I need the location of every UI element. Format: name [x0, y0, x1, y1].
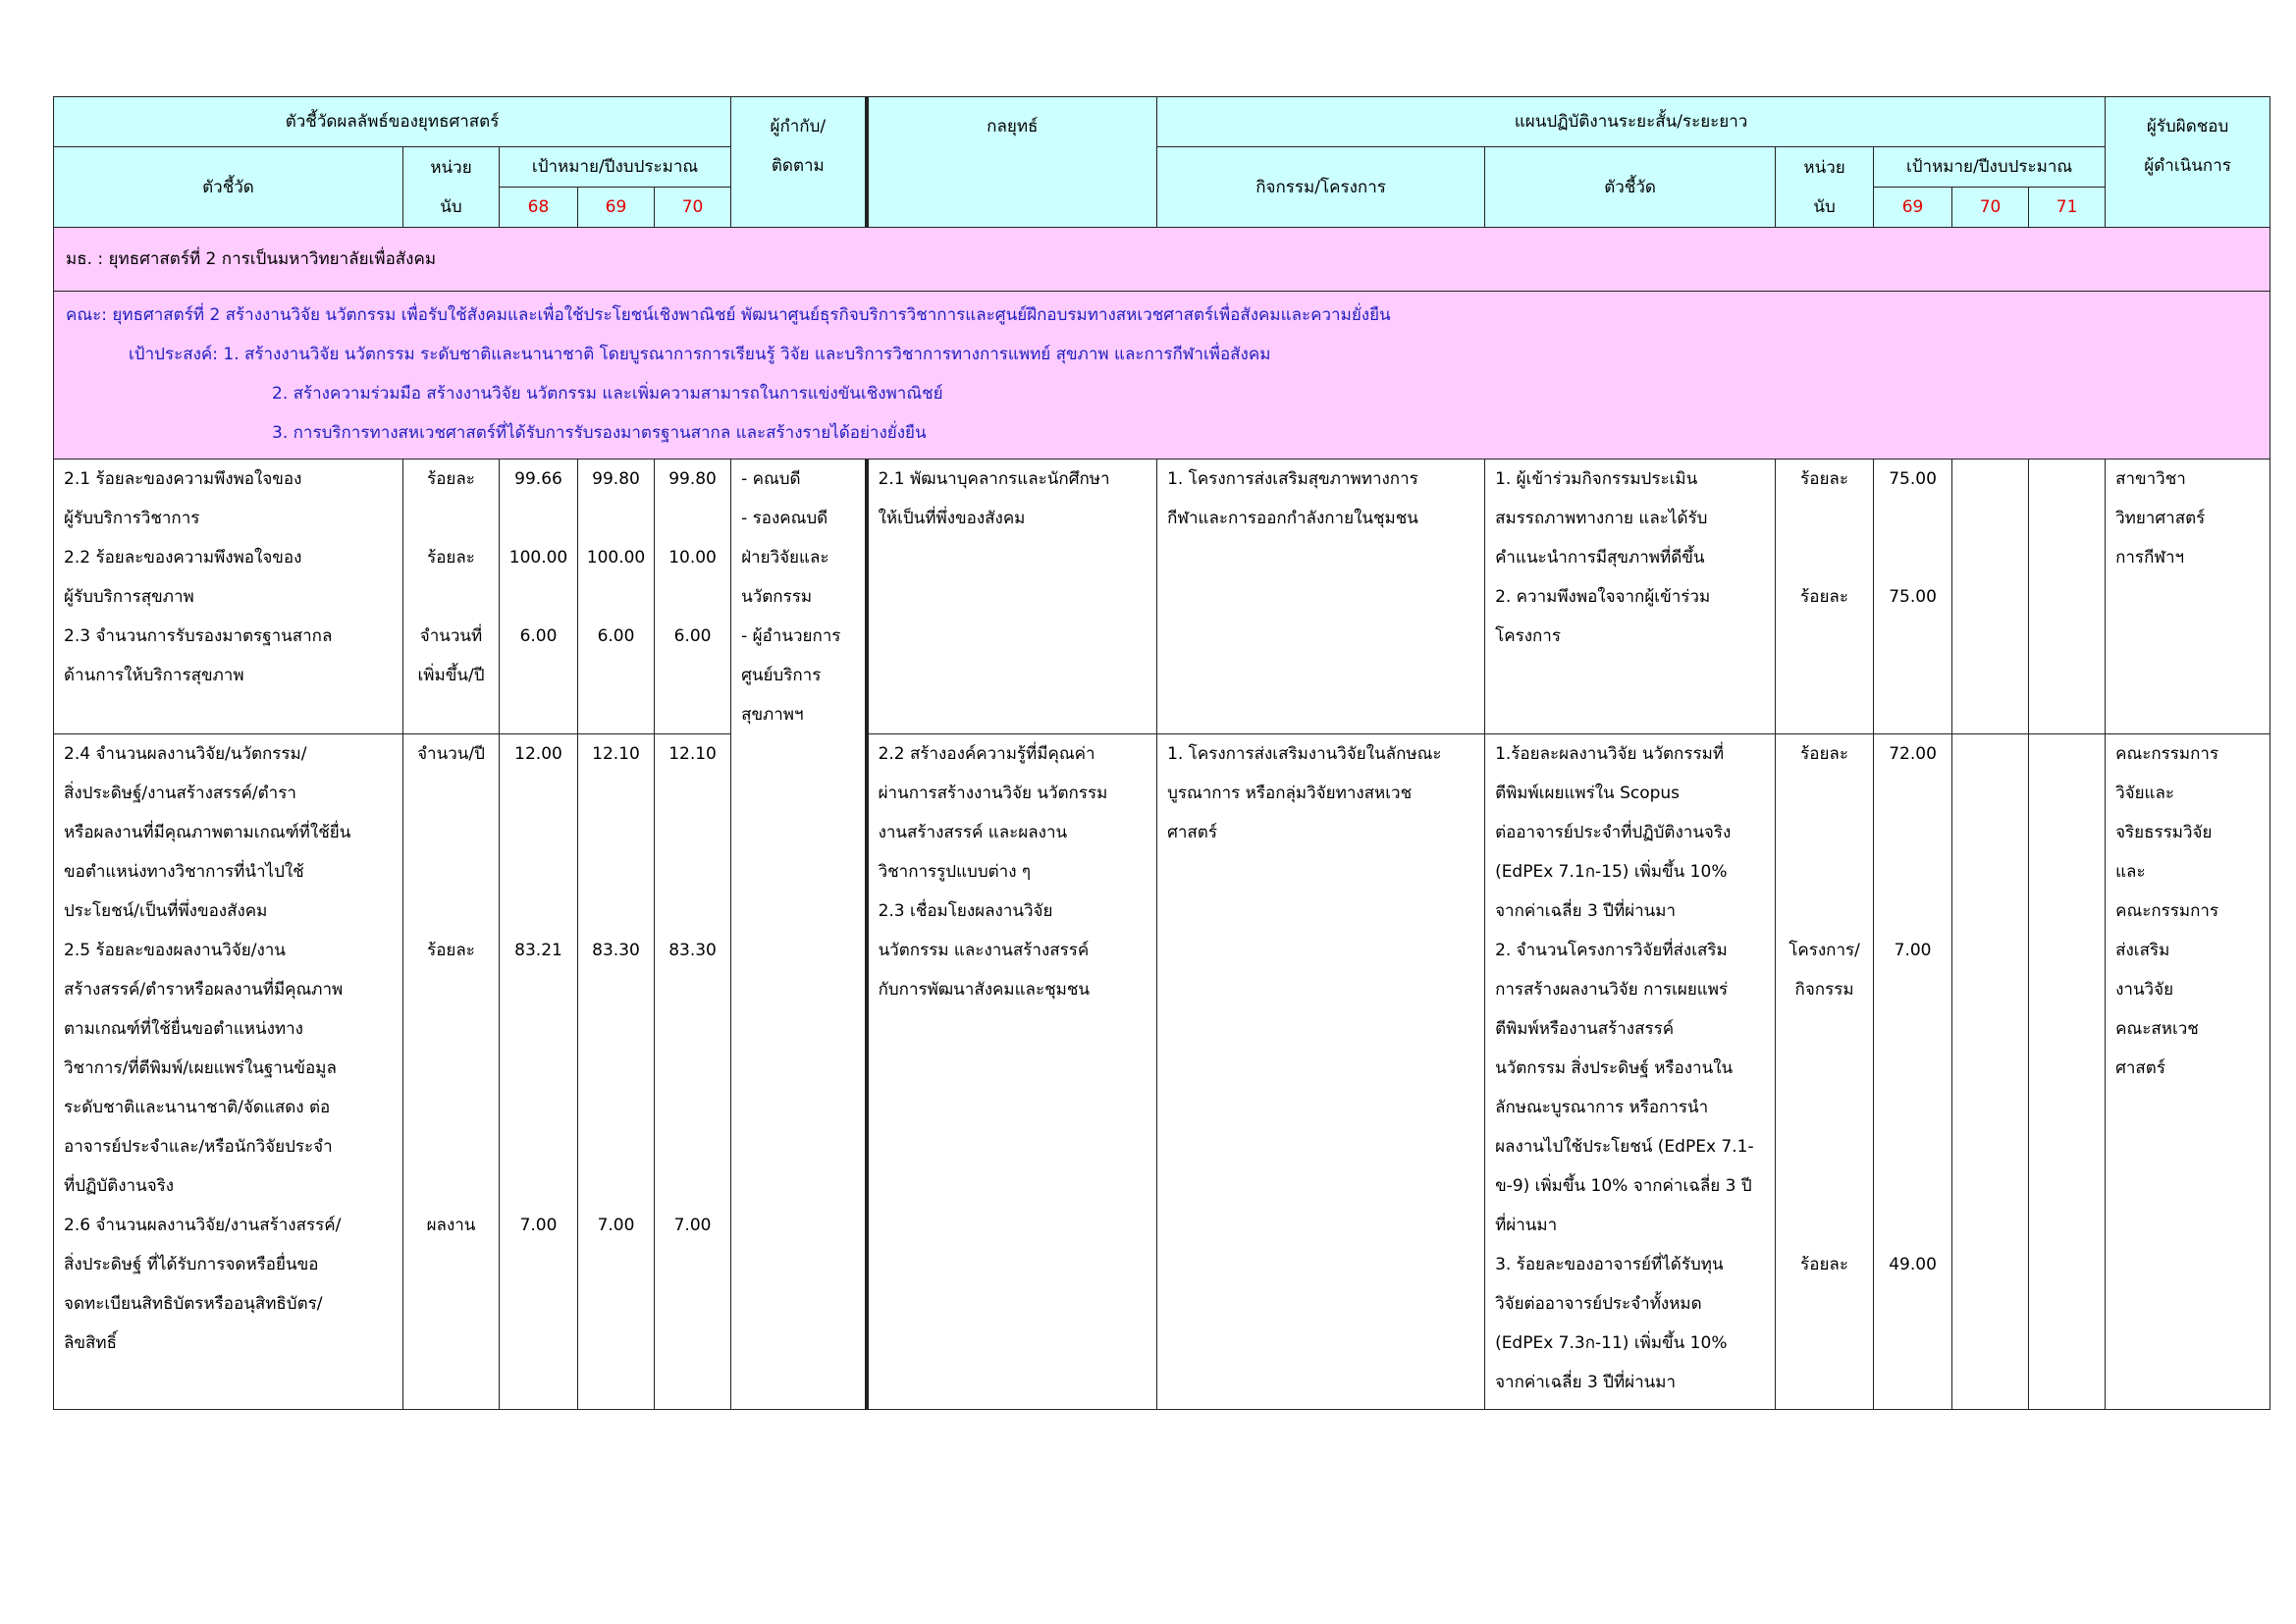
header-unit: หน่วย นับ [403, 147, 500, 228]
indicator-units-b: จำนวน/ปี ร้อยละ ผลงาน [403, 734, 500, 1410]
header-year-68: 68 [500, 188, 578, 228]
header-year-69: 69 [578, 188, 655, 228]
plan-a-strategy: 2.1 พัฒนาบุคลากรและนักศึกษา ให้เป็นที่พึ่งของสังคม [867, 460, 1157, 734]
header-plan-group: แผนปฏิบัติงานระยะสั้น/ระยะยาว [1157, 97, 2106, 147]
plan-b-targets-70 [1952, 734, 2029, 1410]
supervisors: - คณบดี - รองคณบดี ฝ่ายวิจัยและ นวัตกรรม - ผู้อำนวยการ ศูนย์บริการ สุขภาพฯ [731, 460, 867, 1410]
header-plan-year-69: 69 [1874, 188, 1952, 228]
plan-a-targets-69: 75.00 75.00 [1874, 460, 1952, 734]
faculty-strategy: คณะ: ยุทธศาสตร์ที่ 2 สร้างงานวิจัย นวัตกรรม เพื่อรับใช้สังคมและเพื่อใช้ประโยชน์เชิงพาณิชย์ พัฒนาศูนย์ธุรกิจบริการวิชาการและศูนย์ฝึกอบรมทางสหเวชศาสตร์เพื่อสังคมและความยั่งยืน [66, 305, 1391, 325]
plan-b-strategy: 2.2 สร้างองค์ความรู้ที่มีคุณค่า ผ่านการสร้างงานวิจัย นวัตกรรม งานสร้างสรรค์ และผลงาน วิชาการรูปแบบต่าง ๆ 2.3 เชื่อมโยงผลงานวิจัย นวัตกรรม และงานสร้างสรรค์ กับการพัฒนาสังคมและชุมชน [867, 734, 1157, 1410]
plan-b-units: ร้อยละ โครงการ/ กิจกรรม ร้อยละ [1776, 734, 1874, 1410]
plan-a-units: ร้อยละ ร้อยละ [1776, 460, 1874, 734]
plan-a-targets-71 [2029, 460, 2106, 734]
university-strategy: มธ. : ยุทธศาสตร์ที่ 2 การเป็นมหาวิทยาลัยเพื่อสังคม [54, 228, 2270, 292]
plan-b-responsible: คณะกรรมการ วิจัยและ จริยธรรมวิจัย และ คณะกรรมการ ส่งเสริม งานวิจัย คณะสหเวช ศาสตร์ [2106, 734, 2270, 1410]
indicator-units-a: ร้อยละ ร้อยละ จำนวนที่ เพิ่มขึ้น/ปี [403, 460, 500, 734]
plan-b-indicators: 1.ร้อยละผลงานวิจัย นวัตกรรมที่ ตีพิมพ์เผยแพร่ใน Scopus ต่ออาจารย์ประจำที่ปฏิบัติงานจริง (EdPEx 7.1ก-15) เพิ่มขึ้น 10% จากค่าเฉลี่ย 3 ปีที่ผ่านมา 2. จำนวนโครงการวิจัยที่ส่งเสริม การสร้างผลงานวิจัย การเผยแพร่ ตีพิมพ์หรืองานสร้างสรรค์ นวัตกรรม สิ่งประดิษฐ์ หรืองานใน ลักษณะบูรณาการ หรือการนำ ผลงานไปใช้ประโยชน์ (EdPEx 7.1- ข-9) เพิ่มขึ้น 10% จากค่าเฉลี่ย 3 ปี ที่ผ่านมา 3. ร้อยละของอาจารย์ที่ได้รับทุน วิจัยต่ออาจารย์ประจำทั้งหมด (EdPEx 7.3ก-11) เพิ่มขึ้น 10% จากค่าเฉลี่ย 3 ปีที่ผ่านมา [1485, 734, 1776, 1410]
indicator-values-70-a: 99.80 10.00 6.00 [655, 460, 731, 734]
header-plan-year-71: 71 [2029, 188, 2106, 228]
header-indicator: ตัวชี้วัด [54, 147, 403, 228]
objective-3: 3. การบริการทางสหเวชศาสตร์ที่ได้รับการรับรองมาตรฐานสากล และสร้างรายได้อย่างยั่งยืน [272, 423, 927, 443]
objective-2: 2. สร้างความร่วมมือ สร้างงานวิจัย นวัตกรรม และเพิ่มความสามารถในการแข่งขันเชิงพาณิชย์ [272, 384, 943, 404]
header-plan-year-70: 70 [1952, 188, 2029, 228]
indicator-values-69-a: 99.80 100.00 6.00 [578, 460, 655, 734]
plan-b-targets-69: 72.00 7.00 49.00 [1874, 734, 1952, 1410]
header-plan-unit: หน่วย นับ [1776, 147, 1874, 228]
header-outcome-group: ตัวชี้วัดผลลัพธ์ของยุทธศาสตร์ [54, 97, 731, 147]
indicator-values-68-a: 99.66 100.00 6.00 [500, 460, 578, 734]
plan-a-indicators: 1. ผู้เข้าร่วมกิจกรรมประเมิน สมรรถภาพทางกาย และได้รับ คำแนะนำการมีสุขภาพที่ดีขึ้น 2. ความพึงพอใจจากผู้เข้าร่วม โครงการ [1485, 460, 1776, 734]
header-year-70: 70 [655, 188, 731, 228]
header-supervisor: ผู้กำกับ/ ติดตาม [731, 97, 867, 228]
indicator-names-b: 2.4 จำนวนผลงานวิจัย/นวัตกรรม/ สิ่งประดิษฐ์/งานสร้างสรรค์/ตำรา หรือผลงานที่มีคุณภาพตามเกณฑ์ที่ใช้ยื่น ขอตำแหน่งทางวิชาการที่นำไปใช้ ประโยชน์/เป็นที่พึ่งของสังคม 2.5 ร้อยละของผลงานวิจัย/งาน สร้างสรรค์/ตำราหรือผลงานที่มีคุณภาพ ตามเกณฑ์ที่ใช้ยื่นขอตำแหน่งทาง วิชาการ/ที่ตีพิมพ์/เผยแพร่ในฐานข้อมูล ระดับชาติและนานาชาติ/จัดแสดง ต่อ อาจารย์ประจำและ/หรือนักวิจัยประจำ ที่ปฏิบัติงานจริง 2.6 จำนวนผลงานวิจัย/งานสร้างสรรค์/ สิ่งประดิษฐ์ ที่ได้รับการจดหรือยื่นขอ จดทะเบียนสิทธิบัตรหรืออนุสิทธิบัตร/ ลิขสิทธิ์ [54, 734, 403, 1410]
plan-b-activity: 1. โครงการส่งเสริมงานวิจัยในลักษณะ บูรณาการ หรือกลุ่มวิจัยทางสหเวช ศาสตร์ [1157, 734, 1485, 1410]
faculty-strategy-block [54, 292, 2270, 460]
indicator-names-a: 2.1 ร้อยละของความพึงพอใจของ ผู้รับบริการวิชาการ 2.2 ร้อยละของความพึงพอใจของ ผู้รับบริการสุขภาพ 2.3 จำนวนการรับรองมาตรฐานสากล ด้านการให้บริการสุขภาพ [54, 460, 403, 734]
header-plan-indicator: ตัวชี้วัด [1485, 147, 1776, 228]
plan-b-targets-71 [2029, 734, 2106, 1410]
header-target-budget: เป้าหมาย/ปีงบประมาณ [500, 147, 731, 188]
indicator-values-69-b: 12.10 83.30 7.00 [578, 734, 655, 1410]
indicator-values-68-b: 12.00 83.21 7.00 [500, 734, 578, 1410]
header-plan-target-budget: เป้าหมาย/ปีงบประมาณ [1874, 147, 2106, 188]
header-activity: กิจกรรม/โครงการ [1157, 147, 1485, 228]
header-strategy: กลยุทธ์ [867, 97, 1157, 228]
header-responsible: ผู้รับผิดชอบ ผู้ดำเนินการ [2106, 97, 2270, 228]
indicator-values-70-b: 12.10 83.30 7.00 [655, 734, 731, 1410]
strategy-plan-table [53, 96, 2270, 1410]
plan-a-responsible: สาขาวิชา วิทยาศาสตร์ การกีฬาฯ [2106, 460, 2270, 734]
objective-1: เป้าประสงค์: 1. สร้างงานวิจัย นวัตกรรม ระดับชาติและนานาชาติ โดยบูรณาการการเรียนรู้ วิจัย และบริการวิชาการทางการแพทย์ สุขภาพ และการกีฬาเพื่อสังคม [129, 345, 1271, 364]
plan-a-activity: 1. โครงการส่งเสริมสุขภาพทางการ กีฬาและการออกกำลังกายในชุมชน [1157, 460, 1485, 734]
plan-a-targets-70 [1952, 460, 2029, 734]
